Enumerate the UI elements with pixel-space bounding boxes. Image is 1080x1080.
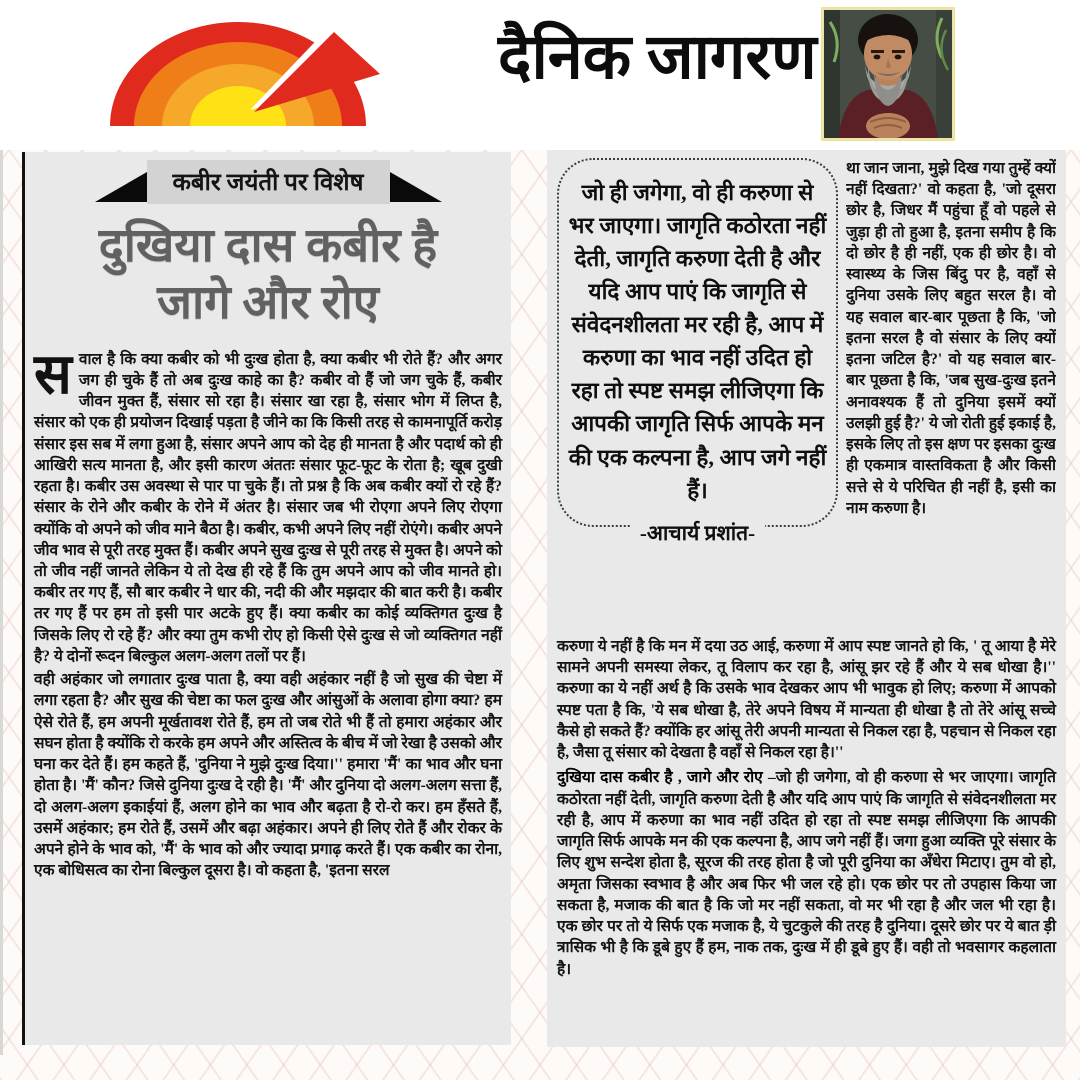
right-side-text: था जान जाना, मुझे दिख गया तुम्हें क्यों नहीं दिखता?' वो कहता है, 'जो दूसरा छोर है, जिधर मैं पहुंचा हूँ वो पहले से जुड़ा ही तो हुआ है, इतना समीप है कि दो छोर है ही नहीं, एक ही छोर है। वो स्वास्थ्य के जिस बिंदु पर है, वहाँ से दुनिया उसके लिए बहुत सरल है। वो यह सवाल बार-बार पूछता है कि, 'जो इतना सरल है वो संसार के लिए क्यों इतना जटिल है?' वो यह सवाल बार-बार पूछता है कि, 'जब सुख-दुःख इतने अनावश्यक हैं तो दुनिया इसमें क्यों उलझी हुई है?' ये जो रोती हुई इकाई है, इसके लिए तो इस क्षण पर इसका दुःख ही एकमात्र वास्तविकता है और किसी सत्ते से ये परिचित ही नहीं है, इसी का नाम करुणा है। xyxy=(846,160,1056,517)
newspaper-title: दैनिक जागरण xyxy=(498,22,817,92)
kicker-left-triangle-icon xyxy=(95,172,147,202)
right-paragraph-2-text: –जो ही जगेगा, वो ही करुणा से भर जाएगा। जागृति कठोरता नहीं देती, जागृति करुणा देती है और यदि आप पाएं कि जागृति से संवेदनशीलता मर रही है, आप में करुणा का भाव नहीं उदित हो रहा तो स्पष्ट समझ लीजिएगा कि आपकी जागृति सिर्फ आपके मन की एक कल्पना है, आप जगे नहीं हैं। जगा हुआ व्यक्ति पूरे संसार के लिए शुभ सन्देश होता है, सूरज की तरह होता है जो पूरी दुनिया का अँधेरा मिटाए। तुम वो हो, अमृता जिसका स्वभाव है और अब फिर भी जल रहे हो। एक छोर पर तो उपहास किया जा सकता है, मजाक की बात है कि जो मर नहीं सकता, वो मर भी रहा है और जल भी रहा है। एक छोर पर तो ये सिर्फ एक मजाक है, ये चुटकुले की तरह है दुनिया। दूसरे छोर पर ये बात ड़ी त्रासिक भी है कि डूबे हुए हैं हम, नाक तक, दुःख में ही डूबे हुए हैं। वही तो भवसागर कहलाता है। xyxy=(557,769,1056,978)
article-right-column xyxy=(547,150,1066,1047)
right-paragraph-1: करुणा ये नहीं है कि मन में दया उठ आई, करुणा में आप स्पष्ट जानते हो कि, ' तू आया है मेरे सामने अपनी समस्या लेकर, तू विलाप कर रहा है, आंसू झर रहे हैं और ये सब धोखा है।'' करुणा का ये नहीं अर्थ है कि उसके भाव देखकर आप भी भावुक हो लिए; करुणा में आपको स्पष्ट पता है कि, 'ये सब धोखा है, तेरे अपने विषय में मान्यता ही धोखा है तो तेरे आंसू सच्चे कैसे हो सकते हैं? क्योंकि हर आंसू तेरी अपनी मान्यता से निकल रहा है, पहचान से निकल रहा है, जैसा तू संसार को देखता है वहाँ से निकल रहा है।'' xyxy=(557,638,1056,762)
right-paragraph-2-lead: दुखिया दास कबीर है , जागे और रोए xyxy=(557,769,768,787)
article-headline xyxy=(34,218,502,333)
headline-line-1: दुखिया दास कबीर है xyxy=(98,220,438,272)
kicker-banner xyxy=(34,164,502,204)
right-paragraph-2 xyxy=(557,767,1056,979)
quote-attribution: -आचार्य प्रशांत- xyxy=(630,519,765,547)
left-column-body xyxy=(34,343,502,882)
drop-cap: स xyxy=(34,343,72,406)
kicker-right-triangle-icon xyxy=(390,172,442,202)
pull-quote-box: जो ही जगेगा, वो ही करुणा से भर जाएगा। जागृति कठोरता नहीं देती, जागृति करुणा देती है और यदि आप पाएं कि जागृति से संवेदनशीलता मर रही है, आप में करुणा का भाव नहीं उदित हो रहा तो स्पष्ट समझ लीजिएगा कि आपकी जागृति सिर्फ आपके मन की एक कल्पना है, आप जगे नहीं हैं। xyxy=(557,158,838,527)
article-left-column xyxy=(22,152,511,1045)
page-left-edge-line xyxy=(0,150,3,1055)
portrait-illustration xyxy=(824,10,952,138)
pull-quote-wrap xyxy=(557,158,838,632)
left-paragraph-1-text: वाल है कि क्या कबीर को भी दुःख होता है, क्या कबीर भी रोते हैं? और अगर जग ही चुके हैं तो अब दुःख काहे का है? कबीर वो हैं जो जग चुके हैं, कबीर जीवन मुक्त हैं, संसार सो रहा है। संसार खा रहा है, संसार भोग में लिप्त है, संसार को एक ही प्रयोजन दिखाई पड़ता है जीने का कि किसी तरह से कामनापूर्ति करोड़ संसार इस सब में लगा हुआ है, संसार अपने आप को देह ही मानता है और पदार्थ को ही आखिरी सत्य मानता है, और इसी कारण अंततः संसार फूट-फूट के रोता है; खूब दुखी रहता है। कबीर उस अवस्था से पार पा चुके हैं। तो प्रश्न है कि अब कबीर क्यों रो रहे हैं? संसार के रोने और कबीर के रोने में अंतर है। संसार जब भी रोएगा अपने लिए रोएगा क्योंकि वो अपने को जीव माने बैठा है। कबीर, कभी अपने लिए नहीं रोएंगे। कबीर अपने जीव भाव से पूरी तरह मुक्त हैं। कबीर अपने सुख दुःख से पूरी तरह से मुक्त है। अपने को तो जीव नहीं जानते लेकिन ये तो देख ही रहे हैं कि तुम अपने आप को जीव मानते हो। कबीर तर गए हैं, सौ बार कबीर ने धार की, नदी की और मझदार की बात करी है। कबीर तर गए हैं पर हम तो इसी पार अटके हुए हैं। क्या कबीर का कोई व्यक्तिगत दुःख है जिसके लिए रो रहे हैं? और क्या तुम कभी रोए हो किसी ऐसे दुःख से जो व्यक्तिगत नहीं है? ये दोनों रूदन बिल्कुल अलग-अलग तलों पर हैं। xyxy=(34,350,502,665)
dainik-jagran-logo-icon xyxy=(100,14,396,134)
newspaper-clipping xyxy=(20,150,1066,1047)
left-paragraph-2: वही अहंकार जो लगातार दुःख पाता है, क्या वही अहंकार नहीं है जो सुख की चेष्टा में लगा रहता है? और सुख की चेष्टा का फल दुःख और आंसुओं के अलावा होगा क्या? हम ऐसे रोते हैं, हम अपनी मूर्खतावश रोते हैं, हम तो जब रोते भी हैं तो हमारा अहंकार और सघन होता है क्योंकि रो करके हम अपने और अस्तित्व के बीच में जो रेखा है उसको और घना कर देते हैं। हम कहते हैं, 'दुनिया ने मुझे दुःख दिया।'' हमारा 'मैं' का भाव और घना होता है। 'मैं' कौन? जिसे दुनिया दुःख दे रही है। 'मैं' और दुनिया दो अलग-अलग सत्ता हैं, दो अलग-अलग इकाईयां हैं, अलग होने का भाव और बढ़ता है रो-रो कर। हम हँसते हैं, उसमें अहंकार; हम रोते हैं, उसमें और बढ़ा अहंकार। अपने ही लिए रोते हैं और रोकर के अपने होने के भाव को, 'मैं' के भाव को और ज्यादा प्रगाढ़ करते हैं। एक कबीर का रोना, एक बोधिसत्व का रोना बिल्कुल दूसरा है। वो कहता है, 'इतना सरल xyxy=(34,671,502,880)
masthead xyxy=(0,0,1080,150)
quote-row xyxy=(557,158,1056,632)
headline-line-2: जागे और रोए xyxy=(157,277,379,330)
left-paragraph-1 xyxy=(34,343,502,668)
kicker-text: कबीर जयंती पर विशेष xyxy=(147,160,390,204)
acharya-prashant-photo xyxy=(821,7,955,141)
